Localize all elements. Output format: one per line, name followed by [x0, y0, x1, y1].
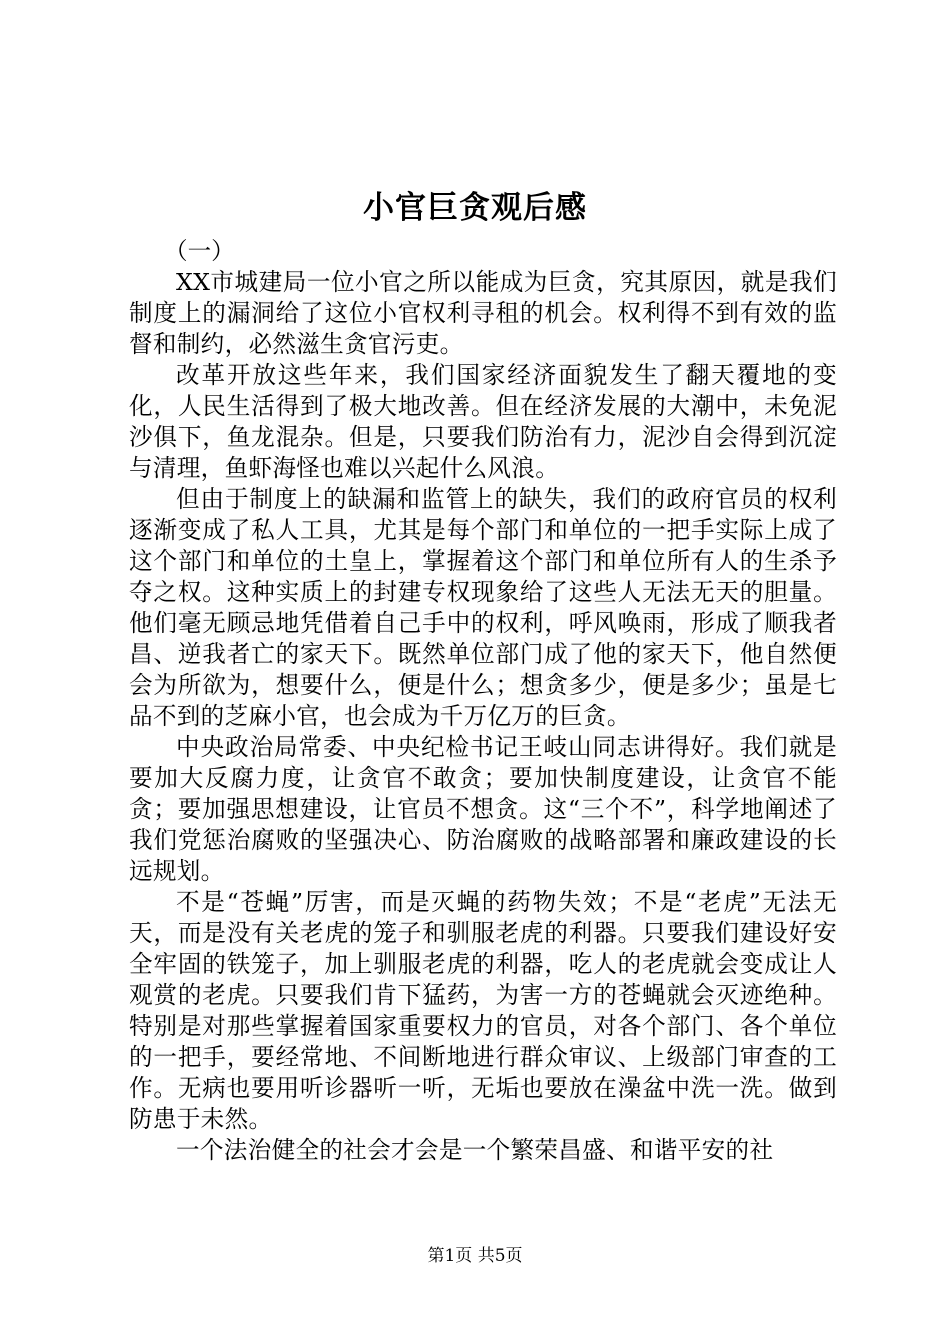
document-body	[129, 236, 837, 1166]
document-title: 小官巨贪观后感	[363, 190, 587, 226]
paragraph-6: 一个法治健全的社会才会是一个繁荣昌盛、和谐平安的社	[176, 1136, 774, 1164]
paragraph-3: 但由于制度上的缺漏和监管上的缺失，我们的政府官员的权利逐渐变成了私人工具，尤其是每个部门和单位的一把手实际上成了这个部门和单位的土皇上，掌握着这个部门和单位所有人的生杀予夺之权。这种实质上的封建专权现象给了这些人无法无天的胆量。他们毫无顾忌地凭借着自己手中的权利，呼风唤雨，形成了顺我者昌、逆我者亡的家天下。既然单位部门成了他的家天下，他自然便会为所欲为，想要什么，便是什么；想贪多少，便是多少；虽是七品不到的芝麻小官，也会成为千万亿万的巨贪。	[129, 485, 837, 730]
paragraph-4: 中央政治局常委、中央纪检书记王岐山同志讲得好。我们就是要加大反腐力度，让贪官不敢贪；要加快制度建设，让贪官不能贪；要加强思想建设，让官员不想贪。这“三个不”，科学地阐述了我们党惩治腐败的坚强决心、防治腐败的战略部署和廉政建设的长远规划。	[129, 733, 837, 885]
page-number-footer: 第1页 共5页	[427, 1246, 523, 1266]
paragraph-5: 不是“苍蝇”厉害，而是灭蝇的药物失效；不是“老虎”无法无天，而是没有关老虎的笼子和驯服老虎的利器。只要我们建设好安全牢固的铁笼子，加上驯服老虎的利器，吃人的老虎就会变成让人观赏的老虎。只要我们肯下猛药，为害一方的苍蝇就会灭迹绝种。特别是对那些掌握着国家重要权力的官员，对各个部门、各个单位的一把手，要经常地、不间断地进行群众审议、上级部门审查的工作。无病也要用听诊器听一听，无垢也要放在澡盆中洗一洗。做到防患于未然。	[129, 888, 837, 1133]
section-label: （一）	[164, 237, 235, 265]
paragraph-1: XX市城建局一位小官之所以能成为巨贪，究其原因，就是我们制度上的漏洞给了这位小官权利寻租的机会。权利得不到有效的监督和制约，必然滋生贪官污吏。	[129, 268, 837, 358]
paragraph-2: 改革开放这些年来，我们国家经济面貌发生了翻天覆地的变化，人民生活得到了极大地改善。但在经济发展的大潮中，未免泥沙俱下，鱼龙混杂。但是，只要我们防治有力，泥沙自会得到沉淀与清理，鱼虾海怪也难以兴起什么风浪。	[129, 361, 837, 482]
